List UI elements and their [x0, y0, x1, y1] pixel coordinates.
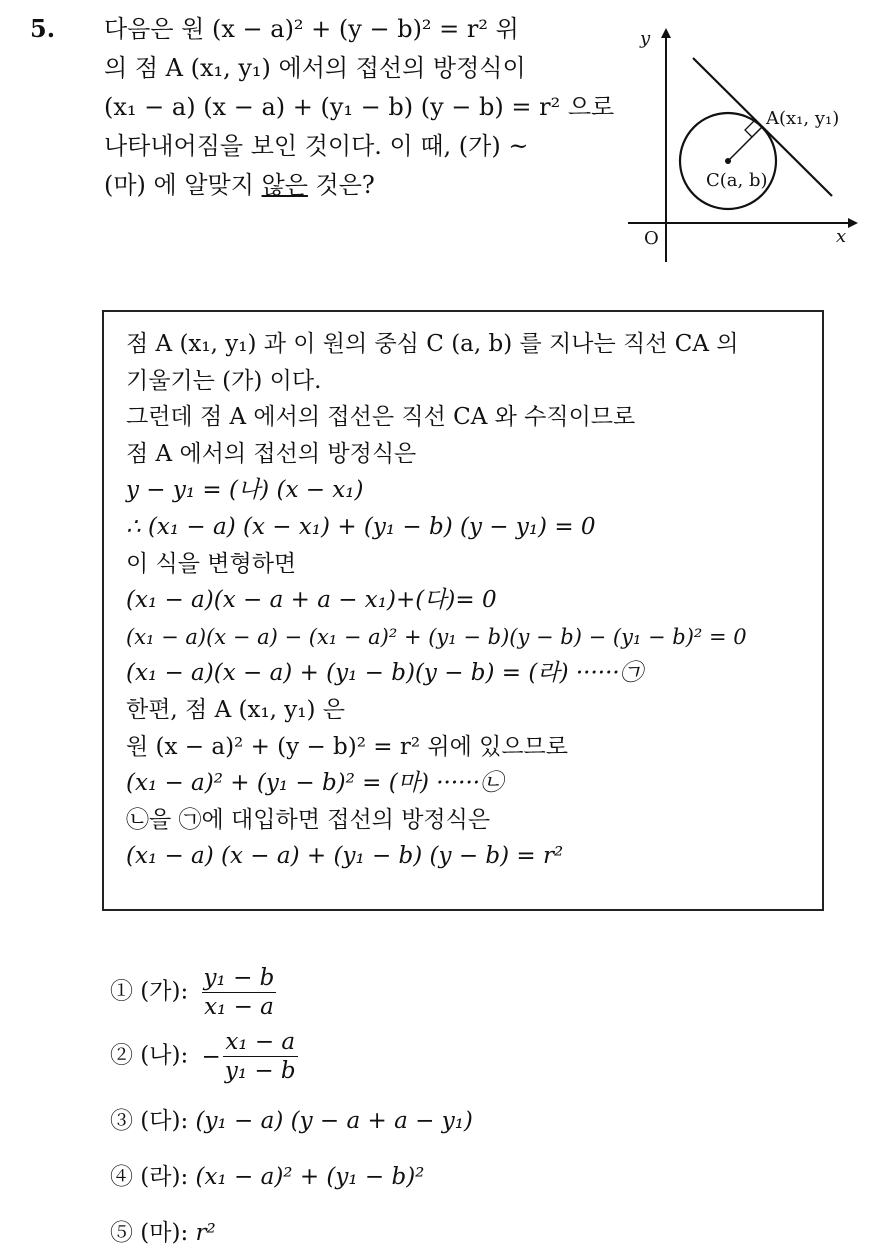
center-point: [725, 158, 731, 164]
stem-line: 나타내어짐을 보인 것이다. 이 때, (가) ~: [104, 132, 529, 160]
proof-line: 기울기는 (가) 이다.: [126, 367, 322, 394]
choice-3[interactable]: [110, 1102, 473, 1135]
question-stem: [104, 10, 615, 205]
question-number: 5.: [30, 14, 56, 43]
choice-label: ③ (다):: [110, 1108, 189, 1134]
radius-ca: [728, 127, 762, 161]
choice-label: ⑤ (마):: [110, 1220, 189, 1246]
choice-1[interactable]: [110, 964, 276, 1021]
proof-line: (x₁ − a) (x − a) + (y₁ − b) (y − b) = r²: [126, 843, 564, 870]
choice-label: ② (나):: [110, 1042, 189, 1069]
center-label: C(a, b): [706, 170, 768, 191]
proof-line: (x₁ − a)(x − a) + (y₁ − b)(y − b) = (라) ······㉠: [126, 660, 643, 687]
proof-line: ∴ (x₁ − a) (x − x₁) + (y₁ − b) (y − y₁) = 0: [126, 513, 596, 540]
proof-line: (x₁ − a)(x − a) − (x₁ − a)² + (y₁ − b)(y − b) − (y₁ − b)² = 0: [126, 624, 747, 649]
circle-tangent-figure: [620, 20, 870, 270]
y-axis-label: y: [640, 28, 651, 49]
minus-sign: −: [201, 1043, 221, 1070]
tangent-point-label: A(x₁, y₁): [766, 108, 840, 129]
stem-line: 다음은 원 (x − a)² + (y − b)² = r² 위: [104, 15, 519, 43]
fraction-denominator: x₁ − a: [204, 994, 274, 1020]
fraction: [223, 1028, 298, 1085]
choice-value: r²: [195, 1220, 216, 1246]
proof-line: 이 식을 변형하면: [126, 550, 297, 577]
choice-5[interactable]: [110, 1214, 216, 1247]
proof-line: 점 A (x₁, y₁) 과 이 원의 중심 C (a, b) 를 지나는 직선 CA 의: [126, 331, 739, 357]
x-axis-label: x: [836, 226, 847, 247]
origin-label: O: [644, 228, 659, 249]
choice-4[interactable]: [110, 1158, 424, 1191]
stem-text: (마) 에 알맞지: [104, 171, 262, 199]
underlined-word: 않은: [261, 171, 308, 199]
fraction: [202, 964, 277, 1021]
stem-line: 의 점 A (x₁, y₁) 에서의 접선의 방정식이: [104, 54, 526, 82]
stem-text: 것은?: [307, 171, 375, 199]
choice-label: ④ (라):: [110, 1164, 189, 1190]
proof-line: ㉡을 ㉠에 대입하면 접선의 방정식은: [126, 806, 491, 833]
choice-value: (y₁ − a) (y − a + a − y₁): [195, 1108, 473, 1134]
choice-value: (x₁ − a)² + (y₁ − b)²: [195, 1164, 425, 1190]
proof-line: 원 (x − a)² + (y − b)² = r² 위에 있으므로: [126, 733, 568, 760]
fraction-numerator: x₁ − a: [223, 1028, 298, 1057]
stem-line: [104, 166, 604, 205]
y-axis-arrow: [661, 28, 671, 38]
proof-line: (x₁ − a)(x − a + a − x₁)+(다)= 0: [126, 587, 497, 614]
stem-line: (x₁ − a) (x − a) + (y₁ − b) (y − b) = r² 으로: [104, 93, 615, 121]
fraction-numerator: y₁ − b: [203, 965, 275, 991]
proof-line: y − y₁ = (나) (x − x₁): [126, 477, 364, 504]
proof-line: (x₁ − a)² + (y₁ − b)² = (마) ······㉡: [126, 770, 504, 797]
choice-2[interactable]: [110, 1028, 298, 1085]
x-axis-arrow: [848, 218, 858, 228]
proof-line: 점 A 에서의 접선의 방정식은: [126, 440, 417, 467]
proof-line: 그런데 점 A 에서의 접선은 직선 CA 와 수직이므로: [126, 404, 636, 431]
fraction-denominator: y₁ − b: [224, 1058, 296, 1084]
proof-box: [102, 310, 824, 911]
proof-line: 한편, 점 A (x₁, y₁) 은: [126, 696, 346, 723]
choice-label: ① (가):: [110, 978, 189, 1005]
